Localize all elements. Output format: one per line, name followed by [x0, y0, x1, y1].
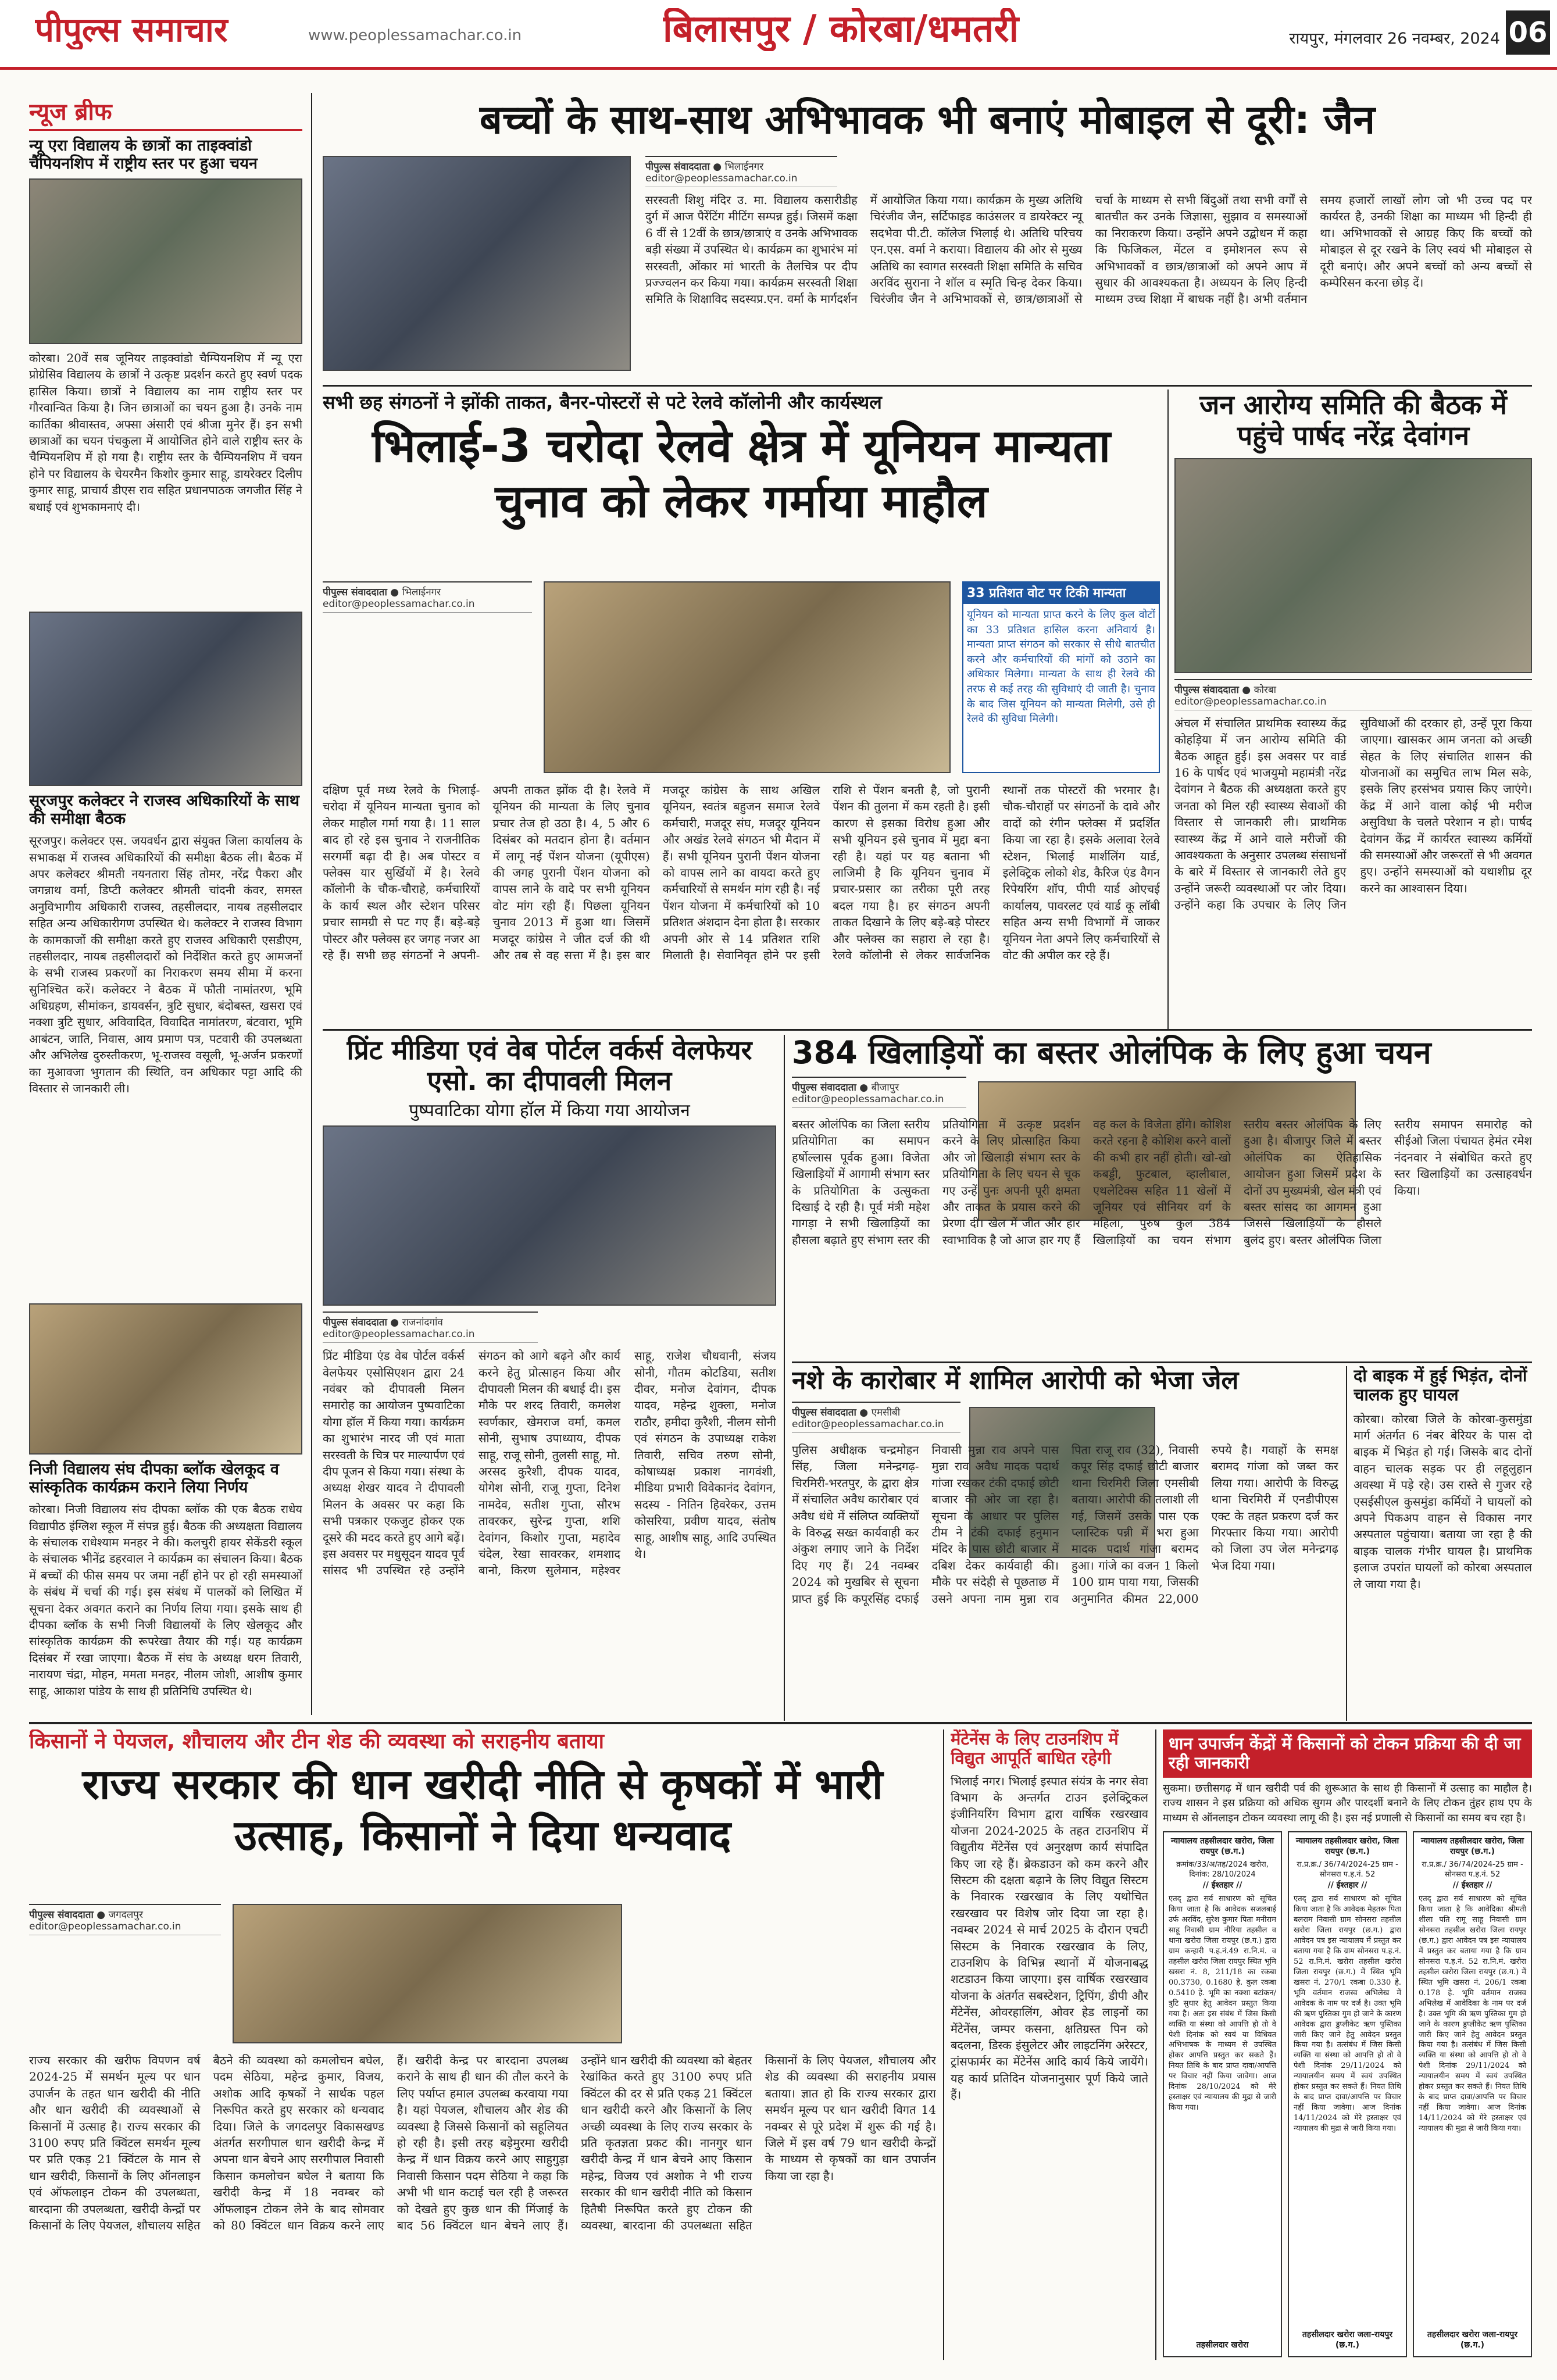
a8-body: राज्य सरकार की खरीफ विपणन वर्ष 2024-25 में समर्थन मूल्य पर धान उपार्जन के तहत धान खरीदी की नीति और धान खरीदी की व्यवस्थाओं से किसानों में उत्साह है। राज्य सरकार की 3100 रुपए प्रति क्विंटल समर्थन मूल्य पर प्रति एकड़ 21 क्विंटल के मान से धान खरीदी, किसानों के लिए ऑनलाइन एवं ऑफलाइन टोकन की उपलब्धता, बारदाना की उपलब्धता, खरीदी केन्द्रों पर किसानों के लिए पेयजल, शौचालय सहित बैठने की व्यवस्था को कमलोचन बघेल, पदम सेठिया, महेन्द्र कुमार, विजय, अशोक आदि कृषकों ने सार्थक पहल निरूपित करते हुए सरकार को धन्यवाद दिया। जिले के जगदलपुर विकासखण्ड अंतर्गत सरगीपाल धान खरीदी केन्द्र में अपना धान बेचने आए सरगीपाल निवासी किसान कमलोचन बघेल ने बताया कि खरीदी केन्द्र में 18 नवम्बर को ऑफलाइन टोकन लेने के बाद सोमवार को 80 क्विंटल धान विक्रय करने लाए हैं। खरीदी केन्द्र पर बारदाना उपलब्ध कराने के साथ ही धान की तौल करने के लिए पर्याप्त हमाल उपलब्ध करवाया गया है। यहां पेयजल, शौचालय और शेड की व्यवस्था है जिससे किसानों को सहूलियत हो रही है। इसी तरह बड़ेमुरमा खरीदी केन्द्र में धान विक्रय करने आए साहुगुड़ा निवासी किसान पदम सेठिया ने कहा कि अभी भी धान कटाई चल रही है जरूरत को देखते हुए कुछ धान की मिंजाई के बाद 56 क्विंटल धान बेचने लाए हैं। उन्होंने धान खरीदी की व्यवस्था को बेहतर रेखांकित करते हुए 3100 रुपए प्रति क्विंटल की दर से प्रति एकड़ 21 क्विंटल धान खरीदी करने और किसानों के लिए अच्छी व्यवस्था के लिए राज्य सरकार के प्रति कृतज्ञता प्रकट की। नानगुर धान खरीदी केन्द्र में धान बेचने आए किसान महेन्द्र, विजय एवं अशोक ने भी राज्य सरकार की धान खरीदी नीति को किसान हितैषी निरूपित करते हुए टोकन की व्यवस्था, बारदाना की उपलब्धता सहित किसानों के लिए पेयजल, शौचालय और शेड की व्यवस्था की सराहनीय प्रयास बताया। ज्ञात हो कि राज्य सरकार द्वारा समर्थन मूल्य पर धान खरीदी विगत 14 नवम्बर से पूरे प्रदेश में शुरू की गई है। जिले में इस वर्ष 79 धान खरीदी केन्द्रों के माध्यम से कृषकों का धान उपार्जन किया जा रहा है।	[29, 2053, 936, 2232]
website: www.peoplessamachar.co.in	[308, 27, 522, 44]
a8-headline: राज्य सरकार की धान खरीदी नीति से कृषकों में भारी उत्साह, किसानों ने दिया धन्यवाद	[82, 1760, 883, 1860]
brief-2-title: सूरजपुर कलेक्टर ने राजस्व अधिकारियों के साथ की समीक्षा बैठक	[29, 792, 299, 828]
column-rule	[943, 1729, 944, 2360]
brief-2-body: सूरजपुर। कलेक्टर एस. जयवर्धन द्वारा संयुक्त जिला कार्यालय के सभाकक्ष में राजस्व अधिकारियों की समीक्षा बैठक ली। बैठक में अपर कलेक्टर श्रीमती नयनतारा सिंह तोमर, नरेंद्र पैकरा और जगन्नाथ वर्मा, डिप्टी कलेक्टर श्रीमती चांदनी कंवर, समस्त अनुविभागीय अधिकारी राजस्व, तहसीलदार, नायब तहसीलदार सहित अन्य अधिकारीगण उपस्थित थे। कलेक्टर ने राजस्व विभाग के कामकाजों की समीक्षा करते हुए राजस्व अधिकारी एसडीएम, तहसीलदार, नायब तहसीलदारों को निर्देशित करते हुए आमजनों के सभी राजस्व प्रकरणों का निराकरण समय सीमा में करना सुनिश्चित करें। कलेक्टर ने बैठक में फौती नामांतरण, भूमि अधिग्रहण, सीमांकन, डायवर्सन, त्रुटि सुधार, बंदोबस्त, खसरा एवं नक्शा त्रुटि सुधार, अविवादित, विवादित नामांतरण, बंटवारा, भूमि आबंटन, जाति, निवास, आय प्रमाण पत्र, पटवारी की उपलब्धता और अभिलेख दुरुस्तीकरण, भू-राजस्व वसूली, भू-अर्जन प्रकरणों का मुआवजा भुगतान की स्थिति, वन अधिकार पट्टा आदि की विस्तार से जानकारी ली।	[29, 834, 302, 1096]
a2-info-box	[962, 581, 1160, 773]
a1-byline: पीपुल्स संवाददाता ● भिलाईनगर editor@peoplessamachar.co.in	[645, 156, 837, 187]
a9-headline: मेंटेनेंस के लिए टाउनशिप में विद्युत आपूर्ति बाधित रहेगी	[951, 1729, 1119, 1768]
notice-1-heading: // ईश्तहार //	[1202, 1881, 1242, 1891]
legal-notice-1	[1163, 1831, 1282, 2357]
article-token-process	[1163, 1729, 1532, 1828]
a3-photo	[1174, 458, 1532, 673]
a2-box-title: 33 प्रतिशत वोट पर टिकी मान्यता	[963, 583, 1159, 604]
article-mobile-distance	[323, 93, 1532, 384]
a3-byline: पीपुल्स संवाददाता ● कोरबा editor@peoplessamachar.co.in	[1174, 679, 1532, 710]
brief-1-title: न्यू एरा विद्यालय के छात्रों का ताइक्वांडो चैंपियनशिप में राष्ट्रीय स्तर पर हुआ चयन	[29, 137, 258, 173]
a8-byline: पीपुल्स संवाददाता ● जगदलपुर editor@peoplessamachar.co.in	[29, 1904, 221, 1935]
a2-kicker: सभी छह संगठनों ने झोंकी ताकत, बैनर-पोस्टरों से पटे रेलवे कॉलोनी और कार्यस्थल	[323, 391, 882, 413]
notice-2-ref: रा.प्र.क्र./ 36/74/2024-25 ग्राम - सोनसरा प.ह.नं. 52	[1297, 1860, 1398, 1879]
a5-headline: 384 खिलाड़ियों का बस्तर ओलंपिक के लिए हुआ चयन	[792, 1035, 1431, 1071]
a3-body: अंचल में संचालित प्राथमिक स्वास्थ्य केंद्र कोहड़िया में जन आरोग्य समिति की बैठक आहूत हुई। इस अवसर पर वार्ड 16 के पार्षद एवं भाजयुमो महामंत्री नरेंद्र देवांगन ने बैठक की अध्यक्षता करते हुए जनता को मिल रही स्वास्थ्य सेवाओं की विस्तार से जानकारी ली। प्राथमिक स्वास्थ्य केंद्र में आने वाले मरीजों की आवश्यकता के अनुसार उपलब्ध संसाधनों के बारे में विस्तार से जानकारी लेते हुए उन्होंने जरूरी व्यवस्थाओं पर जोर दिया। उन्होंने कहा कि उपचार के लिए जिन सुविधाओं की दरकार हो, उन्हें पूरा किया जाएगा। खासकर आम जनता को अच्छी सेहत के लिए संचालित शासन की योजनाओं का समुचित लाभ मिल सके, इसके लिए हरसंभव प्रयास किए जाएंगे। केंद्र में आने वाला कोई भी मरीज असुविधा के चलते परेशान न हो। पार्षद देवांगन केंद्र में कार्यरत स्वास्थ्य कर्मियों की समस्याओं और जरूरतों से भी अवगत हुए। उन्होंने समस्याओं को यथाशीघ्र दूर करने का आश्वासन दिया।	[1174, 716, 1532, 912]
legal-notice-2	[1288, 1831, 1407, 2357]
brief-label: न्यूज ब्रीफ	[29, 99, 302, 131]
legal-notices	[1163, 1831, 1532, 2360]
brief-1-body: कोरबा। 20वें सब जूनियर ताइक्वांडो चैम्पियनशिप में न्यू एरा प्रोग्रेसिव विद्यालय के छात्रों ने उत्कृष्ट प्रदर्शन करते हुए स्वर्ण पदक हासिल किया। छात्रों ने विद्यालय का नाम राष्ट्रीय स्तर पर गौरवान्वित किया है। जिन छात्राओं का चयन हुआ है। उनके नाम कार्तिका श्रीवास्तव, अफ्सा अंसारी एवं श्रीजा मुनेर हैं। इन सभी छात्राओं का चयन पंचकुला में आयोजित होने वाले राष्ट्रीय स्तर के चैम्पियनशिप में हो गया है। राष्ट्रीय स्तर के चैम्पियनशिप में चयन होने पर विद्यालय के चेयरमैन किशोर कुमार साहू, डायरेक्टर दिलीप कुमार साहू, प्राचार्य डीएस राव सहित प्रधानपाठक जगजीत सिंह ने बधाई एवं शुभकामनाएं दी।	[29, 351, 302, 514]
section-title: बिलासपुर / कोरबा/धमतरी	[663, 8, 1019, 51]
paper-name: पीपुल्स समाचार	[35, 10, 228, 49]
article-railway-union	[323, 389, 1160, 1029]
notice-2-body: एतद् द्वारा सर्व साधारण को सूचित किया जाता है कि आवेदक मेहतरू पिता बलराम निवासी ग्राम सोनसरा तहसील खरोरा जिला रायपुर (छ.ग.) द्वारा आवेदन पत्र इस न्यायालय में प्रस्तुत कर बताया गया है कि ग्राम सोनसरा प.ह.नं. 52 रा.नि.मं. खरोरा तहसील खरोरा जिला रायपुर (छ.ग.) में स्थित भूमि खसरा नं. 270/1 रकबा 0.330 हे. भूमि वर्तमान राजस्व अभिलेख में आवेदक के नाम पर दर्ज है। उक्त भूमि की ऋण पुस्तिका गुम हो जाने के कारण आवेदक द्वारा डुप्लीकेट ऋण पुस्तिका जारी किए जाने हेतु आवेदन प्रस्तुत किया गया है। तत्संबंध में जिस किसी व्यक्ति या संस्था को आपत्ति हो तो वे पेशी दिनांक 29/11/2024 को न्यायालयीन समय में स्वयं उपस्थित होकर प्रस्तुत कर सकते हैं। नियत तिथि के बाद प्राप्त दावा/आपत्ति पर विचार नहीं किया जावेगा। आज दिनांक 14/11/2024 को मेरे हस्ताक्षर एवं न्यायालय की मुद्रा से जारी किया गया।	[1294, 1895, 1401, 2133]
section-rule	[792, 1361, 1532, 1363]
column-rule	[1346, 1366, 1347, 1721]
notice-1-ref: क्रमांक/33/अ/तह/2024 खरोरा, दिनांक: 28/10/2024	[1176, 1860, 1269, 1879]
brief-3-photo	[29, 1303, 302, 1455]
section-rule	[323, 385, 1532, 387]
a2-box-body: यूनियन को मान्यता प्राप्त करने के लिए कुल वोटों का 33 प्रतिशत हासिल करना अनिवार्य है। मान्यता प्राप्त संगठन को सरकार से सीधे बातचीत करने और कर्मचारियों की मांगों को उठाने का अधिकार मिलेगा। मान्यता के साथ ही रेलवे की तरफ से कई तरह की सुविधाएं दी जाती है। चुनाव के बाद जिस यूनियन को मान्यता मिलेगी, उसे ही रेलवे की सुविधा मिलेगी।	[967, 609, 1155, 726]
column-rule	[1155, 1729, 1156, 2360]
a9-body: भिलाई नगर। भिलाई इस्पात संयंत्र के नगर सेवा विभाग के अन्तर्गत टाउन इलेक्ट्रिकल इंजीनियरिंग विभाग द्वारा वार्षिक रखरखाव योजना 2024-2025 के तहत टाउनशिप में विद्युतीय मेंटेनेंस एवं अनुरक्षण कार्य संपादित किए जा रहे हैं। ब्रेकडाउन को कम करने और सिस्टम की दक्षता बढ़ाने के लिए विद्युत सिस्टम के निवारक रखरखाव के लिए यथोचित रखरखाव पर विशेष जोर दिया जा रहा है। नवम्बर 2024 से मार्च 2025 के दौरान एचटी सिस्टम के निवारक रखरखाव के लिए, टाउनशिप के विभिन्न स्थानों में योजनाबद्ध शटडाउन किया जाएगा। इस वार्षिक रखरखाव योजना के अंतर्गत सबस्टेशन, ट्रिपिंग, डीपी और मेंटेनेंस, ओवरहालिंग, ओवर हेड लाइनों का मेंटेनेंस, जम्पर कसना, क्षतिग्रस्त पिन को बदलना, डिस्क इंसुलेटर और लाइटनिंग अरेस्टर, ट्रांसफार्मर का मेंटेनेंस आदि कार्य किये जायेंगे। यह कार्य प्रतिदिन योजनानुसार पूर्ण किये जाते हैं।	[951, 1774, 1148, 2102]
a1-photo	[323, 156, 631, 371]
a4-byline: पीपुल्स संवाददाता ● राजनांदगांव editor@peoplessamachar.co.in	[323, 1311, 538, 1343]
a2-photo	[544, 581, 951, 773]
a4-deck: पुष्पवाटिका योगा हॉल में किया गया आयोजन	[409, 1100, 690, 1121]
notice-2-sign: तहसीलदार खरोरा जला-रायपुर (छ.ग.)	[1302, 2329, 1393, 2350]
a8-kicker: किसानों ने पेयजल, शौचालय और टीन शेड की व्यवस्था को सराहनीय बताया	[29, 1729, 604, 1753]
notice-3-ref: रा.प्र.क्र./ 36/74/2024-25 ग्राम - सोनसरा प.ह.नं. 52	[1422, 1860, 1523, 1879]
a1-body: सरस्वती शिशु मंदिर उ. मा. विद्यालय कसारीडीह दुर्ग में आज पैरेंटिंग मीटिंग सम्पन्न हुई। जिसमें कक्षा 6 वीं से 12वीं के छात्र/छात्राएं व उनके अभिभावक बड़ी संख्या में उपस्थित थे। कार्यक्रम का शुभारंभ मां सरस्वती, ओंकार मां भारती के तैलचित्र पर दीप प्रज्ज्वलन कर किया गया। कार्यक्रम सरस्वती शिक्षा समिति के शिक्षाविद सदस्यप्र.एन. वर्मा के मार्गदर्शन में आयोजित किया गया। कार्यक्रम के मुख्य अतिथि चिरंजीव जैन, सर्टिफाइड काउंसलर व डायरेक्टर न्यू सदभेवा पी.टी. कॉलेज भिलाई थे। अतिथि परिचय एन.एस. वर्मा ने कराया। विद्यालय की ओर से मुख्य अतिथि का स्वागत सरस्वती शिक्षा समिति के सचिव अरविंद सुराना ने शॉल व स्मृति चिन्ह देकर किया। चिरंजीव जैन ने अभिभावकों से, छात्र/छात्राओं से चर्चा के माध्यम से सभी बिंदुओं तथा सभी वर्गों से बातचीत कर उनके जिज्ञासा, सुझाव व समस्याओं का निराकरण किया। उन्होंने अपने उद्बोधन में कहा कि फिजिकल, मेंटल व इमोशनल रूप से अभिभावकों व छात्र/छात्राओं को अपने आप में सुधार की आवश्यकता है। अध्ययन के लिए हिन्दी माध्यम उच्च शिक्षा में बाधक नहीं है। अभी वर्तमान समय हजारों लाखों लोग जो भी उच्च पद पर कार्यरत है, उनकी शिक्षा का माध्यम भी हिन्दी ही था। अभिभावकों से आग्रह किए कि बच्चों को मोबाइल से दूर रखने के लिए स्वयं भी मोबाइल से दूरी बनाएं। और अपने बच्चों को अन्य बच्चों से कम्पेरिसन करना छोड़ दें।	[645, 193, 1532, 306]
article-bastar-olympic	[792, 1035, 1532, 1360]
notice-2-title: न्यायालय तहसीलदार खरोरा, जिला रायपुर (छ.ग.)	[1295, 1836, 1399, 1857]
a5-body: बस्तर ओलंपिक का जिला स्तरीय प्रतियोगिता का समापन हर्षोल्लास पूर्वक हुआ। विजेता खिलाड़ियों में आगामी संभाग स्तर के प्रतियोगिता के उत्सुकता दिखाई दे रही है। पूर्व मंत्री महेश गागड़ा ने सभी खिलाड़ियों का हौसला बढ़ाते हुए संभाग स्तर की प्रतियोगिता में उत्कृष्ट प्रदर्शन करने के लिए प्रोत्साहित किया और जो खिलाड़ी संभाग स्तर के प्रतियोगिता के लिए चयन से चूक गए उन्हें पुनः अपनी पूरी क्षमता और ताकत के प्रयास करने की प्रेरणा दी। खेल में जीत और हार स्वाभाविक है जो आज हार गए हैं वह कल के विजेता होंगे। कोशिश करते रहना है कोशिश करने वालों की कभी हार नहीं होती। खो-खो कबड्डी, फुटबाल, व्हालीबाल, एथलेटिक्स सहित 11 खेलों में जूनियर एवं सीनियर वर्ग के महिला, पुरुष कुल 384 खिलाड़ियों का चयन संभाग स्तरीय बस्तर ओलंपिक के लिए हुआ है। बीजापुर जिले में बस्तर ओलंपिक का ऐतिहासिक आयोजन हुआ जिसमें प्रदेश के दोनों उप मुख्यमंत्री, खेल मंत्री एवं बस्तर सांसद का आगमन हुआ जिससे खिलाड़ियों के हौसले बुलंद हुए। बस्तर ओलंपिक जिला स्तरीय समापन समारोह को सीईओ जिला पंचायत हेमंत रमेश नंदनवार ने संबोधित करते हुए स्तर खिलाड़ियों का उत्साहवर्धन किया।	[792, 1117, 1532, 1247]
notice-1-title: न्यायालय तहसीलदार खरोरा, जिला रायपुर (छ.ग.)	[1170, 1836, 1274, 1857]
news-brief-column	[29, 99, 302, 1814]
a5-byline: पीपुल्स संवाददाता ● बीजापुर editor@peoplessamachar.co.in	[792, 1077, 966, 1108]
brief-2-photo	[29, 612, 302, 786]
a2-byline: पीपुल्स संवाददाता ● भिलाईनगर editor@peoplessamachar.co.in	[323, 581, 532, 613]
article-bike-collision	[1354, 1366, 1532, 1721]
article-power-maintenance	[951, 1729, 1148, 2360]
issue-date: रायपुर, मंगलवार 26 नवम्बर, 2024	[1289, 30, 1500, 48]
brief-1-photo	[29, 178, 302, 344]
column-rule	[1167, 389, 1169, 1029]
article-drug-arrest	[792, 1366, 1338, 1721]
a7-headline: दो बाइक में हुई भिड़ंत, दोनों चालक हुए घायल	[1354, 1366, 1527, 1405]
legal-notice-3	[1413, 1831, 1532, 2357]
a2-headline: भिलाई-3 चरोदा रेलवे क्षेत्र में यूनियन मान्यता चुनाव को लेकर गर्माया माहौल	[372, 420, 1111, 528]
article-health-committee	[1174, 389, 1532, 1029]
column-rule	[311, 93, 312, 1715]
brief-3-title: निजी विद्यालय संघ दीपका ब्लॉक खेलकूद व सांस्कृतिक कार्यक्रम कराने लिया निर्णय	[29, 1460, 279, 1497]
notice-2-heading: // ईश्तहार //	[1327, 1881, 1367, 1891]
a2-body: दक्षिण पूर्व मध्य रेलवे के भिलाई-चरोदा में यूनियन मान्यता चुनाव को लेकर माहौल गर्मा गया है। 11 साल बाद हो रहे इस चुनाव ने राजनीतिक सरगर्मी बढ़ा दी है। अब पोस्टर व फ्लेक्स यार सुर्खियों में है। रेलवे कॉलोनी के चौक-चौराहे, कर्मचारियों के कार्य स्थल और स्टेशन परिसर प्रचार सामग्री से पट गए हैं। बड़े-बड़े पोस्टर और फ्लेक्स हर जगह नजर आ रहे हैं। सभी छह संगठनों ने अपनी-अपनी ताकत झोंक दी है। रेलवे में यूनियन की मान्यता के लिए चुनाव प्रचार तेज हो उठा है। 4, 5 और 6 दिसंबर को मतदान होना है। वर्तमान में लागू नई पेंशन योजना (यूपीएस) की जगह पुरानी पेंशन योजना को वापस लाने के वादे पर सभी यूनियन वोट मांग रही हैं। पिछला यूनियन चुनाव 2013 में हुआ था। जिसमें मजदूर कांग्रेस ने जीत दर्ज की थी और तब से वह सत्ता में है। इस बार मजदूर कांग्रेस के साथ अखिल यूनियन, स्वतंत्र बहुजन समाज रेलवे कर्मचारी, मजदूर संघ, मजदूर यूनियन और अखंड रेलवे संगठन भी मैदान में हैं। सभी यूनियन पुरानी पेंशन योजना को वापस लाने का वायदा करते हुए कर्मचारियों से समर्थन मांग रही है। नई पेंशन योजना में कर्मचारियों को 10 प्रतिशत अंशदान देना होता है। सरकार अपनी ओर से 14 प्रतिशत राशि मिलाती है। सेवानिवृत होने पर इसी राशि से पेंशन बनती है, जो पुरानी पेंशन की तुलना में कम रहती है। इसी कारण से इसका विरोध हुआ और सभी यूनियन इसे चुनाव में मुद्दा बना रही है। यहां पर यह बताना भी लाजिमी है कि यूनियन चुनाव में प्रचार-प्रसार का तरीका पूरी तरह बदल गया है। हर संगठन अपनी ताकत दिखाने के लिए बड़े-बड़े पोस्टर और फ्लेक्स का सहारा ले रहा है। रेलवे कॉलोनी से लेकर सार्वजनिक स्थानों तक पोस्टरों की भरमार है। चौक-चौराहों पर संगठनों के दावे और वादों को रंगीन फ्लेक्स में प्रदर्शित किया जा रहा है। इसके अलावा रेलवे स्टेशन, भिलाई मार्शलिंग यार्ड, इलेक्ट्रिक लोको शेड, कैरिज एंड वैगन रिपेयरिंग शॉप, पीपी यार्ड ओएचई कार्यालय, पावरलट एवं यार्ड कू लॉबी सहित अन्य सभी विभागों में जाकर यूनियन नेता अपने लिए कर्मचारियों से वोट की अपील कर रहे हैं।	[323, 783, 1160, 962]
a6-byline: पीपुल्स संवाददाता ● एमसीबी editor@peoplessamachar.co.in	[792, 1402, 960, 1433]
notice-1-body: एतद् द्वारा सर्व साधारण को सूचित किया जाता है कि आवेदक सजलबाई उर्फ अरविंद, सुरेश कुमार पिता मनीराम साहू निवासी ग्राम नीरिया तहसील व थाना खरोरा जिला रायपुर (छ.ग.) द्वारा ग्राम कन्हारी प.ह.नं.49 रा.नि.मं. व तहसील खरोरा जिला रायपुर स्थित भूमि खसरा नं. 8, 211/18 का रकबा 00.3730, 0.1680 हे. कुल रकबा 0.5410 हे. भूमि का नक्शा बटांकन/त्रुटि सुधार हेतु आवेदन प्रस्तुत किया गया है। अतः इस संबंध में जिस किसी व्यक्ति या संस्था को आपत्ति हो तो वे पेशी दिनांक को स्वयं या विधिवत अभिभाषक के माध्यम से उपस्थित होकर आपत्ति प्रस्तुत कर सकते हैं। नियत तिथि के बाद प्राप्त दावा/आपत्ति पर विचार नहीं किया जावेगा। आज दिनांक 28/10/2024 को मेरे हस्ताक्षर एवं न्यायालय की मुद्रा से जारी किया गया।	[1169, 1895, 1276, 2113]
notice-3-title: न्यायालय तहसीलदार खरोरा, जिला रायपुर (छ.ग.)	[1420, 1836, 1524, 1857]
column-rule	[784, 1035, 785, 1721]
masthead	[0, 0, 1557, 70]
notice-3-heading: // ईश्तहार //	[1452, 1881, 1492, 1891]
brief-3-body: कोरबा। निजी विद्यालय संघ दीपका ब्लॉक की एक बैठक राधेय विद्यापीठ इंग्लिश स्कूल में संपन्न हुई। बैठक की अध्यक्षता विद्यालय के संचालक राधेश्याम मनहर ने की। कलचुरी हायर सेकेंडरी स्कूल के संचालक भीनेंद्र डहरवाल ने कार्यक्रम का संचालन किया। बैठक में बच्चों की फीस समय पर जमा नहीं होने पर हो रही समस्याओं के संबंध में चर्चा की गई। इस संबंध में पालकों को लिखित में सूचना देकर अवगत कराने का निर्णय लिया गया। इसके साथ ही दीपका ब्लॉक के सभी निजी विद्यालयों के लिए खेलकूद और सांस्कृतिक कार्यक्रम की रूपरेखा तैयार की गई। यह कार्यक्रम दिसंबर में रखा जाएगा। बैठक में संघ के अध्यक्ष धरम तिवारी, नारायण चंद्रा, मोहन, ममता मनहर, नीलम जोशी, आशीष कुमार साहू, आकाश पांडेय के साथ ही प्रतिनिधि उपस्थित थे।	[29, 1502, 302, 1698]
a7-body: कोरबा। कोरबा जिले के कोरबा-कुसमुंडा मार्ग अंतर्गत 6 नंबर बेरियर के पास दो बाइक में भिड़ंत हो गई। जिसके बाद दोनों वाहन चालक सड़क पर ही लहूलुहान अवस्था में पड़े रहे। उस रास्ते से गुजर रहे एसईसीएल कुसमुंडा कर्मियों ने घायलों को अपने पिकअप वाहन से विकास नगर अस्पताल पहुंचाया। बताया जा रहा है की बाइक चालक गंभीर घायल है। प्राथमिक इलाज उपरांत घायलों को कोरबा अस्पताल ले जाया गया है।	[1354, 1411, 1532, 1591]
a4-photo	[323, 1125, 776, 1306]
a10-headline: धान उपार्जन केंद्रों में किसानों को टोकन प्रक्रिया की दी जा रही जानकारी	[1163, 1729, 1532, 1778]
a6-body: पुलिस अधीक्षक चन्द्रमोहन सिंह, जिला मनेन्द्रगढ़-चिरमिरी-भरतपुर, के द्वारा क्षेत्र में संचालित अवैध कारोबार एवं अवैध धंधे में संलिप्त व्यक्तियों के विरुद्ध सख्त कार्यवाही कर अंकुश लगाए जाने के निर्देश दिए गए हैं। 24 नवम्बर 2024 को मुखबिर से सूचना प्राप्त हुई कि कपूरसिंह दफाई निवासी मुन्ना राव अपने पास मुन्ना राव अवैध मादक पदार्थ गांजा रखकर टंकी दफाई छोटी बाजार की ओर जा रहा है। सूचना के आधार पर पुलिस टीम ने टंकी दफाई हनुमान मंदिर के पास छोटी बाजार में दबिश देकर कार्यवाही की। मौके पर संदेही से पूछताछ में उसने अपना नाम मुन्ना राव पिता राजू राव (32), निवासी कपूर सिंह दफाई छोटी बाजार थाना चिरमिरी जिला एमसीबी बताया। आरोपी की तलाशी ली गई, जिसमें उसके पास एक प्लास्टिक पन्नी में भरा हुआ मादक पदार्थ गांजा बरामद हुआ। गांजे का वजन 1 किलो 100 ग्राम पाया गया, जिसकी अनुमानित कीमत 22,000 रुपये है। गवाहों के समक्ष बरामद गांजा को जब्त कर लिया गया। आरोपी के विरुद्ध थाना चिरमिरी में एनडीपीएस एक्ट के तहत प्रकरण दर्ज कर गिरफ्तार किया गया। आरोपी को जिला उप जेल मनेन्द्रगढ़ भेज दिया गया।	[792, 1443, 1338, 1606]
a4-headline: प्रिंट मीडिया एवं वेब पोर्टल वर्कर्स वेलफेयर एसो. का दीपावली मिलन	[347, 1035, 752, 1096]
a6-headline: नशे के कारोबार में शामिल आरोपी को भेजा जेल	[792, 1366, 1239, 1395]
section-rule	[29, 1722, 1532, 1724]
a4-body: प्रिंट मीडिया एंड वेब पोर्टल वर्कर्स वेलफेयर एसोसिएशन द्वारा 24 नवंबर को दीपावली मिलन समारोह का आयोजन पुष्पवाटिका योगा हॉल में किया गया। कार्यक्रम का शुभारंभ नारद जी एवं माता सरस्वती के चित्र पर माल्यार्पण एवं दीप पूजन से किया गया। संस्था के अध्यक्ष शेखर यादव ने दीपावली मिलन के अवसर पर कहा कि सभी पत्रकार एकजुट होकर एक दूसरे की मदद करते हुए आगे बढ़ें। इस अवसर पर मधुसूदन यादव पूर्व सांसद भी उपस्थित रहे उन्होंने संगठन को आगे बढ़ने और कार्य करने हेतु प्रोत्साहन किया और दीपावली मिलन की बधाई दी। इस मौके पर शरद तिवारी, कमलेश स्वर्णकार, खेमराज वर्मा, कमल सोनी, सुभाष उपाध्याय, दीपक साहू, राजू सोनी, तुलसी साहू, मो. अरसद कुरैशी, दीपक यादव, योगेश सोनी, राजू गुप्ता, दिनेश नामदेव, सतीश गुप्ता, सौरभ तावरकर, सुरेन्द्र गुप्ता, शशि देवांगन, किशोर गुप्ता, महादेव चंदेल, रेखा सावरकर, शमशाद बानो, किरण सुलेमान, महेश्वर साहू, राजेश चौधवानी, संजय सोनी, गौतम कोटडिया, सतीश दीवर, मनोज देवांगन, दीपक यादव, महेन्द्र शुक्ला, मनोज राठौर, हमीदा कुरैशी, नीलम सोनी एवं संगठन के उपाध्यक्ष राकेश तिवारी, सचिव तरुण सोनी, कोषाध्यक्ष प्रकाश नागवंशी, मीडिया प्रभारी विवेकानंद देवांगन, सदस्य - नितिन हिवरेकर, उत्तम कोसरिया, प्रवीण यादव, संतोष साहू, आशीष साहू, आदि उपस्थित थे।	[323, 1349, 776, 1578]
a1-headline: बच्चों के साथ-साथ अभिभावक भी बनाएं मोबाइल से दूरी: जैन	[480, 97, 1375, 143]
article-paddy-purchase	[29, 1729, 936, 2360]
notice-3-sign: तहसीलदार खरोरा जला-रायपुर (छ.ग.)	[1427, 2329, 1518, 2350]
notice-1-sign: तहसीलदार खरोरा	[1196, 2340, 1249, 2350]
notice-3-body: एतद् द्वारा सर्व साधारण को सूचित किया जाता है कि आवेदिका श्रीमती शीला पति रामू साहू निवासी ग्राम सोनसरा तहसील खरोरा जिला रायपुर (छ.ग.) द्वारा आवेदन पत्र इस न्यायालय में प्रस्तुत कर बताया गया है कि ग्राम सोनसरा प.ह.नं. 52 रा.नि.मं. खरोरा तहसील खरोरा जिला रायपुर (छ.ग.) में स्थित भूमि खसरा नं. 206/1 रकबा 0.178 हे. भूमि वर्तमान राजस्व अभिलेख में आवेदिका के नाम पर दर्ज है। उक्त भूमि की ऋण पुस्तिका गुम हो जाने के कारण डुप्लीकेट ऋण पुस्तिका जारी किए जाने हेतु आवेदन प्रस्तुत किया गया है। तत्संबंध में जिस किसी व्यक्ति या संस्था को आपत्ति हो तो वे पेशी दिनांक 29/11/2024 को न्यायालयीन समय में स्वयं उपस्थित होकर प्रस्तुत कर सकते हैं। नियत तिथि के बाद प्राप्त दावा/आपत्ति पर विचार नहीं किया जावेगा। आज दिनांक 14/11/2024 को मेरे हस्ताक्षर एवं न्यायालय की मुद्रा से जारी किया गया।	[1419, 1895, 1526, 2133]
a3-headline: जन आरोग्य समिति की बैठक में पहुंचे पार्षद नरेंद्र देवांगन	[1199, 389, 1507, 451]
a10-body: सुकमा। छत्तीसगढ़ में धान खरीदी पर्व की शुरूआत के साथ ही किसानों में उत्साह का माहौल है। राज्य शासन ने इस प्रक्रिया को अधिक सुगम और पारदर्शी बनाने के लिए टोकन तुंहर हाथ एप के माध्यम से ऑनलाइन टोकन व्यवस्था लागू की है। इस नई प्रणाली से किसानों का समय बच रहा है।	[1163, 1782, 1532, 1824]
a8-photo	[233, 1904, 622, 2043]
article-diwali-milan	[323, 1035, 776, 1721]
section-rule	[323, 1029, 1532, 1031]
page-number: 06	[1506, 10, 1550, 55]
